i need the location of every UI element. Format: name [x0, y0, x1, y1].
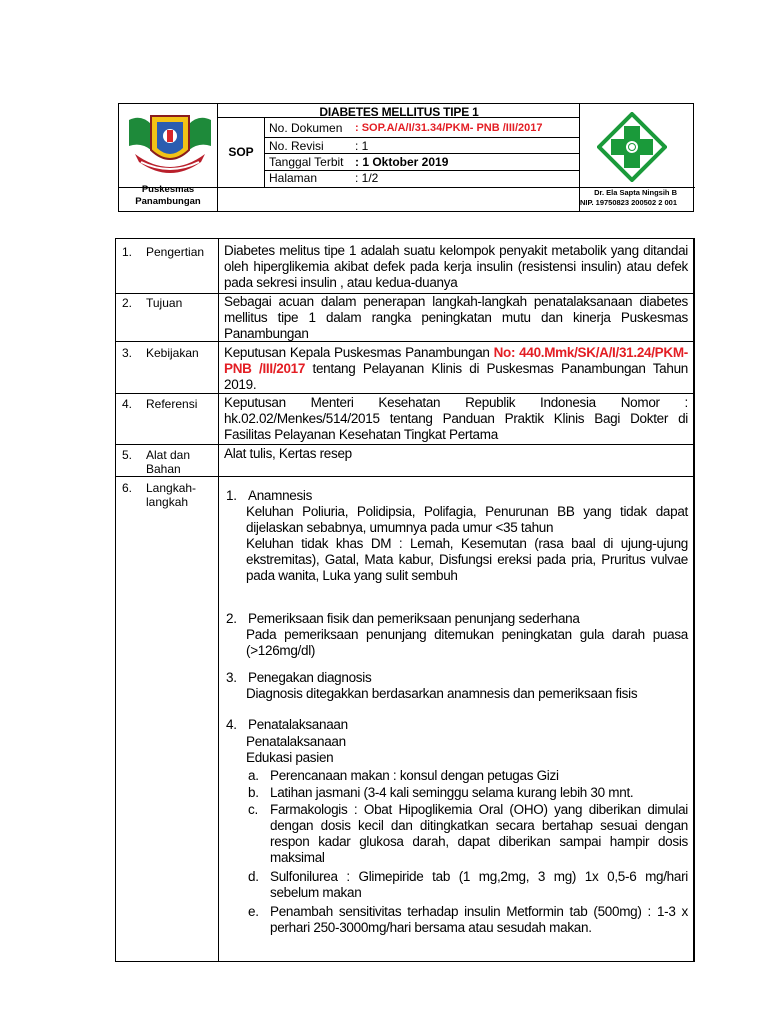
step-text: Keluhan tidak khas DM : Lemah, Kesemutan (rasa baal di ujung-ujung ekstremitas), Gatal, Mata kabur, Disfungsi ereksi pada pria, Pruritus vulvae pada wanita, Luka yang sulit sembuh	[246, 536, 688, 583]
doc-number-value: : SOP.A/A/I/31.34/PKM- PNB /III/2017	[355, 122, 543, 134]
doc-number-label: No. Dokumen	[269, 121, 343, 135]
sop-content-table	[115, 238, 695, 962]
row-label-pengertian: Pengertian	[146, 245, 205, 259]
issue-date-value: : 1 Oktober 2019	[355, 155, 449, 169]
step-text: Diagnosis ditegakkan berdasarkan anamnesis dan pemeriksaan fisis	[246, 686, 638, 701]
step-number: 3.	[226, 670, 237, 685]
decree-number: No: 440.Mmk/SK/A/I/31.24/PKM-PNB /III/2017	[224, 345, 688, 376]
issue-date-label: Tanggal Terbit	[269, 155, 344, 169]
document-header	[118, 103, 694, 212]
list-item-letter: d.	[248, 869, 259, 884]
row-text-pengertian: Diabetes melitus tipe 1 adalah suatu kelompok penyakit metabolik yang ditandai oleh hiperglikemia akibat defek pada kerja insulin (resistensi insulin) atau defek pada sekresi insulin , atau kedua-duanya	[224, 243, 688, 290]
row-text-kebijakan: Keputusan Kepala Puskesmas Panambungan No: 440.Mmk/SK/A/I/31.24/PKM-PNB /III/2017 tentang Pelayanan Klinis di Puskesmas Panambungan Tahun 2019.	[224, 345, 689, 392]
header-divider	[264, 137, 579, 138]
organization-name: Puskesmas Panambungan	[135, 184, 201, 207]
list-item-text: Sulfonilurea : Glimepiride tab (1 mg,2mg, 3 mg) 1x 0,5-6 mg/hari sebelum makan	[270, 869, 688, 900]
list-item-letter: c.	[248, 802, 258, 817]
row-label-referensi: Referensi	[146, 397, 198, 411]
row-divider	[116, 444, 693, 445]
list-item-text: Penambah sensitivitas terhadap insulin Metformin tab (500mg) : 1-3 x perhari 250-3000mg/hari bersama atau sesudah makan.	[270, 904, 688, 935]
list-item-letter: e.	[248, 904, 259, 919]
row-number: 4.	[122, 397, 133, 411]
step-subtitle: Penatalaksanaan	[246, 734, 346, 749]
row-text-tujuan: Sebagai acuan dalam penerapan langkah-langkah penatalaksanaan diabetes mellitus tipe 1 dalam rangka peningkatan mutu dan kinerja Puskesmas Panambungan	[224, 294, 688, 341]
step-number: 1.	[226, 488, 237, 503]
row-label-alat-bahan: Alat dan Bahan	[146, 448, 191, 476]
step-number: 4.	[226, 717, 237, 732]
page-value: : 1/2	[355, 171, 379, 185]
row-divider	[116, 476, 693, 477]
signer-nip: NIP. 19750823 200502 2 001	[579, 198, 677, 207]
row-number: 5.	[122, 448, 133, 462]
step-title-pemeriksaan: Pemeriksaan fisik dan pemeriksaan penunjang sederhana	[248, 611, 580, 626]
list-item-text: Farmakologis : Obat Hipoglikemia Oral (OHO) yang diberikan dimulai dengan dosis kecil dan ditingkatkan secara bertahap sesuai dengan respon kadar glukosa darah, dapat diberikan sampai hampir dosis maksimal	[270, 802, 688, 865]
document-title: DIABETES MELLITUS TIPE 1	[319, 105, 479, 119]
row-number: 2.	[122, 296, 133, 310]
row-label-tujuan: Tujuan	[146, 296, 183, 310]
signer-block	[580, 188, 677, 208]
regional-emblem-logo	[127, 110, 213, 182]
column-divider	[218, 239, 219, 961]
step-subtitle: Edukasi pasien	[246, 750, 334, 765]
step-text: Keluhan Poliuria, Polidipsia, Polifagia, Penurunan BB yang tidak dapat dijelaskan sebabnya, umumnya pada umur <35 tahun	[246, 504, 688, 535]
list-item-letter: b.	[248, 785, 259, 800]
puskesmas-logo	[597, 112, 667, 182]
list-item-text: Latihan jasmani (3-4 kali seminggu selama kurang lebih 30 mnt.	[270, 785, 634, 800]
sop-label: SOP	[228, 145, 254, 159]
step-title-penatalaksanaan: Penatalaksanaan	[248, 717, 348, 732]
row-label-langkah: Langkah-langkah	[146, 481, 197, 509]
row-text-alat-bahan: Alat tulis, Kertas resep	[224, 446, 352, 461]
header-divider	[264, 117, 265, 187]
list-item-text: Perencanaan makan : konsul dengan petugas Gizi	[270, 768, 559, 783]
revision-value: : 1	[355, 139, 369, 153]
row-text-referensi: Keputusan Menteri Kesehatan Republik Indonesia Nomor : hk.02.02/Menkes/514/2015 tentang Panduan Praktik Klinis Bagi Dokter di Fasilitas Pelayanan Kesehatan Tingkat Pertama	[224, 395, 688, 442]
row-divider	[116, 393, 693, 394]
row-number: 3.	[122, 346, 133, 360]
step-title-anamnesis: Anamnesis	[248, 488, 313, 503]
row-number: 6.	[122, 481, 133, 495]
step-text: Pada pemeriksaan penunjang ditemukan peningkatan gula darah puasa (>126mg/dl)	[246, 627, 688, 658]
header-divider	[217, 104, 218, 211]
header-divider	[264, 153, 579, 154]
step-number: 2.	[226, 611, 237, 626]
list-item-letter: a.	[248, 768, 259, 783]
revision-label: No. Revisi	[269, 139, 324, 153]
row-label-kebijakan: Kebijakan	[146, 346, 199, 360]
step-title-diagnosis: Penegakan diagnosis	[248, 670, 372, 685]
signer-name: Dr. Ela Sapta Ningsih B	[594, 188, 677, 197]
page-label: Halaman	[269, 171, 318, 185]
row-number: 1.	[122, 245, 133, 259]
